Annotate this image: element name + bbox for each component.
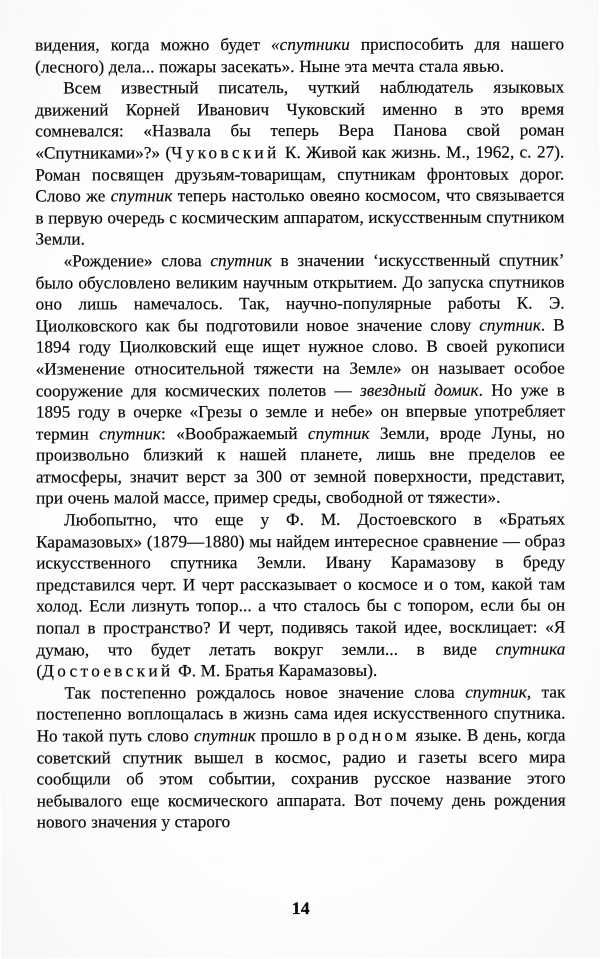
text-run: языке. В день, когда советский спутник вышел в космос, радио и газеты всего мира сообщили об этом событии, сохранив русское название этого небывалого еще космического аппарата. Вот почему день рождения нового значения у старого xyxy=(36,725,566,832)
text-run: Всем известный писатель, чуткий наблюдатель языковых движений Корней Иванович Чуковский именно в это время сомневался: «Назвала бы теперь Вера Панова свой роман «Спутниками»?» ( xyxy=(35,77,565,163)
page-number: 14 xyxy=(291,897,311,919)
paragraph xyxy=(35,77,564,251)
text-run: ( xyxy=(36,661,43,681)
text-run: в значении ‘искусственный спутник’ было обусловлено великим научным открытием. До запуска спутников оно лишь намечалось. Так, научно-популярные работы К. Э. Циолковского как бы подготовили новое значение слову xyxy=(35,250,565,336)
paragraph xyxy=(36,509,565,683)
italic-term: звездный домик xyxy=(360,380,479,400)
paragraph xyxy=(36,681,565,833)
text-run: приспособить для нашего (лесного) дела... пожары засекать». Ныне эта мечта стала явью. xyxy=(35,34,565,77)
text-run: прошло в xyxy=(255,725,337,746)
text-run: Любопытно, что еще у Ф. М. Достоевского в «Братьях Карамазовых» (1879—1880) мы найдем интересное сравнение — образ искусственного спутника Земли. Ивану Карамазову в бреду представился черт. И черт рассказывает о космосе и о том, какой там холод. Если лизнуть топор... а что сталось бы с топором, если бы он попал в пространство? И черт, подивясь такой идее, восклицает: «Я думаю, что будет летать вокруг земли... в виде xyxy=(36,509,566,660)
letterspaced-name: Достоевский xyxy=(42,661,174,681)
text-run: видения, когда можно будет xyxy=(35,35,272,55)
italic-term: спутник xyxy=(99,423,161,444)
italic-term: спутник xyxy=(465,682,527,702)
text-run: . В 1894 году Циолковский еще ищет нужное слово. В своей рукописи «Изменение относительной тяжести на Земле» он называет особое сооружение для космических полетов — xyxy=(35,315,565,401)
italic-term: спутник xyxy=(479,315,541,335)
text-run: Земли, вроде Луны, но произвольно близкий к нашей планете, лишь вне пределов ее атмосферы, значит верст за 300 от земной поверхности, представит, при очень малой массе, пример среды, свободной от тяжести». xyxy=(35,423,566,509)
italic-term: спутник xyxy=(110,186,173,206)
paragraph xyxy=(36,249,566,509)
text-run: Так постепенно рождалось новое значение слова xyxy=(64,682,466,703)
letterspaced-name: родном xyxy=(336,725,411,745)
text-run: теперь настолько овеяно космосом, что связывается в первую очередь с космическим аппаратом, искусственным спутником Земли. xyxy=(35,185,565,249)
text-run: Ф. М. Братья Карамазовы). xyxy=(173,661,378,681)
italic-term: спутник xyxy=(210,250,273,271)
text-run: «Рождение» слова xyxy=(63,251,211,271)
italic-term: «спутники xyxy=(270,34,350,55)
text-run: . Но уже в 1895 году в очерке «Грезы о земле и небе» он впервые употребляет термин xyxy=(35,379,565,444)
text-run: К. Живой как жизнь. М., 1962, с. 27). Роман посвящен друзьям-товарищам, спутникам фронтовых дорог. Слово же xyxy=(35,142,565,206)
italic-term: спутник xyxy=(194,726,256,746)
text-run: : «Воображаемый xyxy=(160,423,308,443)
italic-term: спутника xyxy=(495,639,566,659)
paragraph xyxy=(35,33,564,77)
letterspaced-name: Чуковский xyxy=(171,143,280,163)
text-run: , так постепенно воплощалась в жизнь сама идея искусственного спутника. Но такой путь слово xyxy=(36,682,566,746)
page-text-block xyxy=(35,33,566,833)
italic-term: спутник xyxy=(307,423,370,443)
